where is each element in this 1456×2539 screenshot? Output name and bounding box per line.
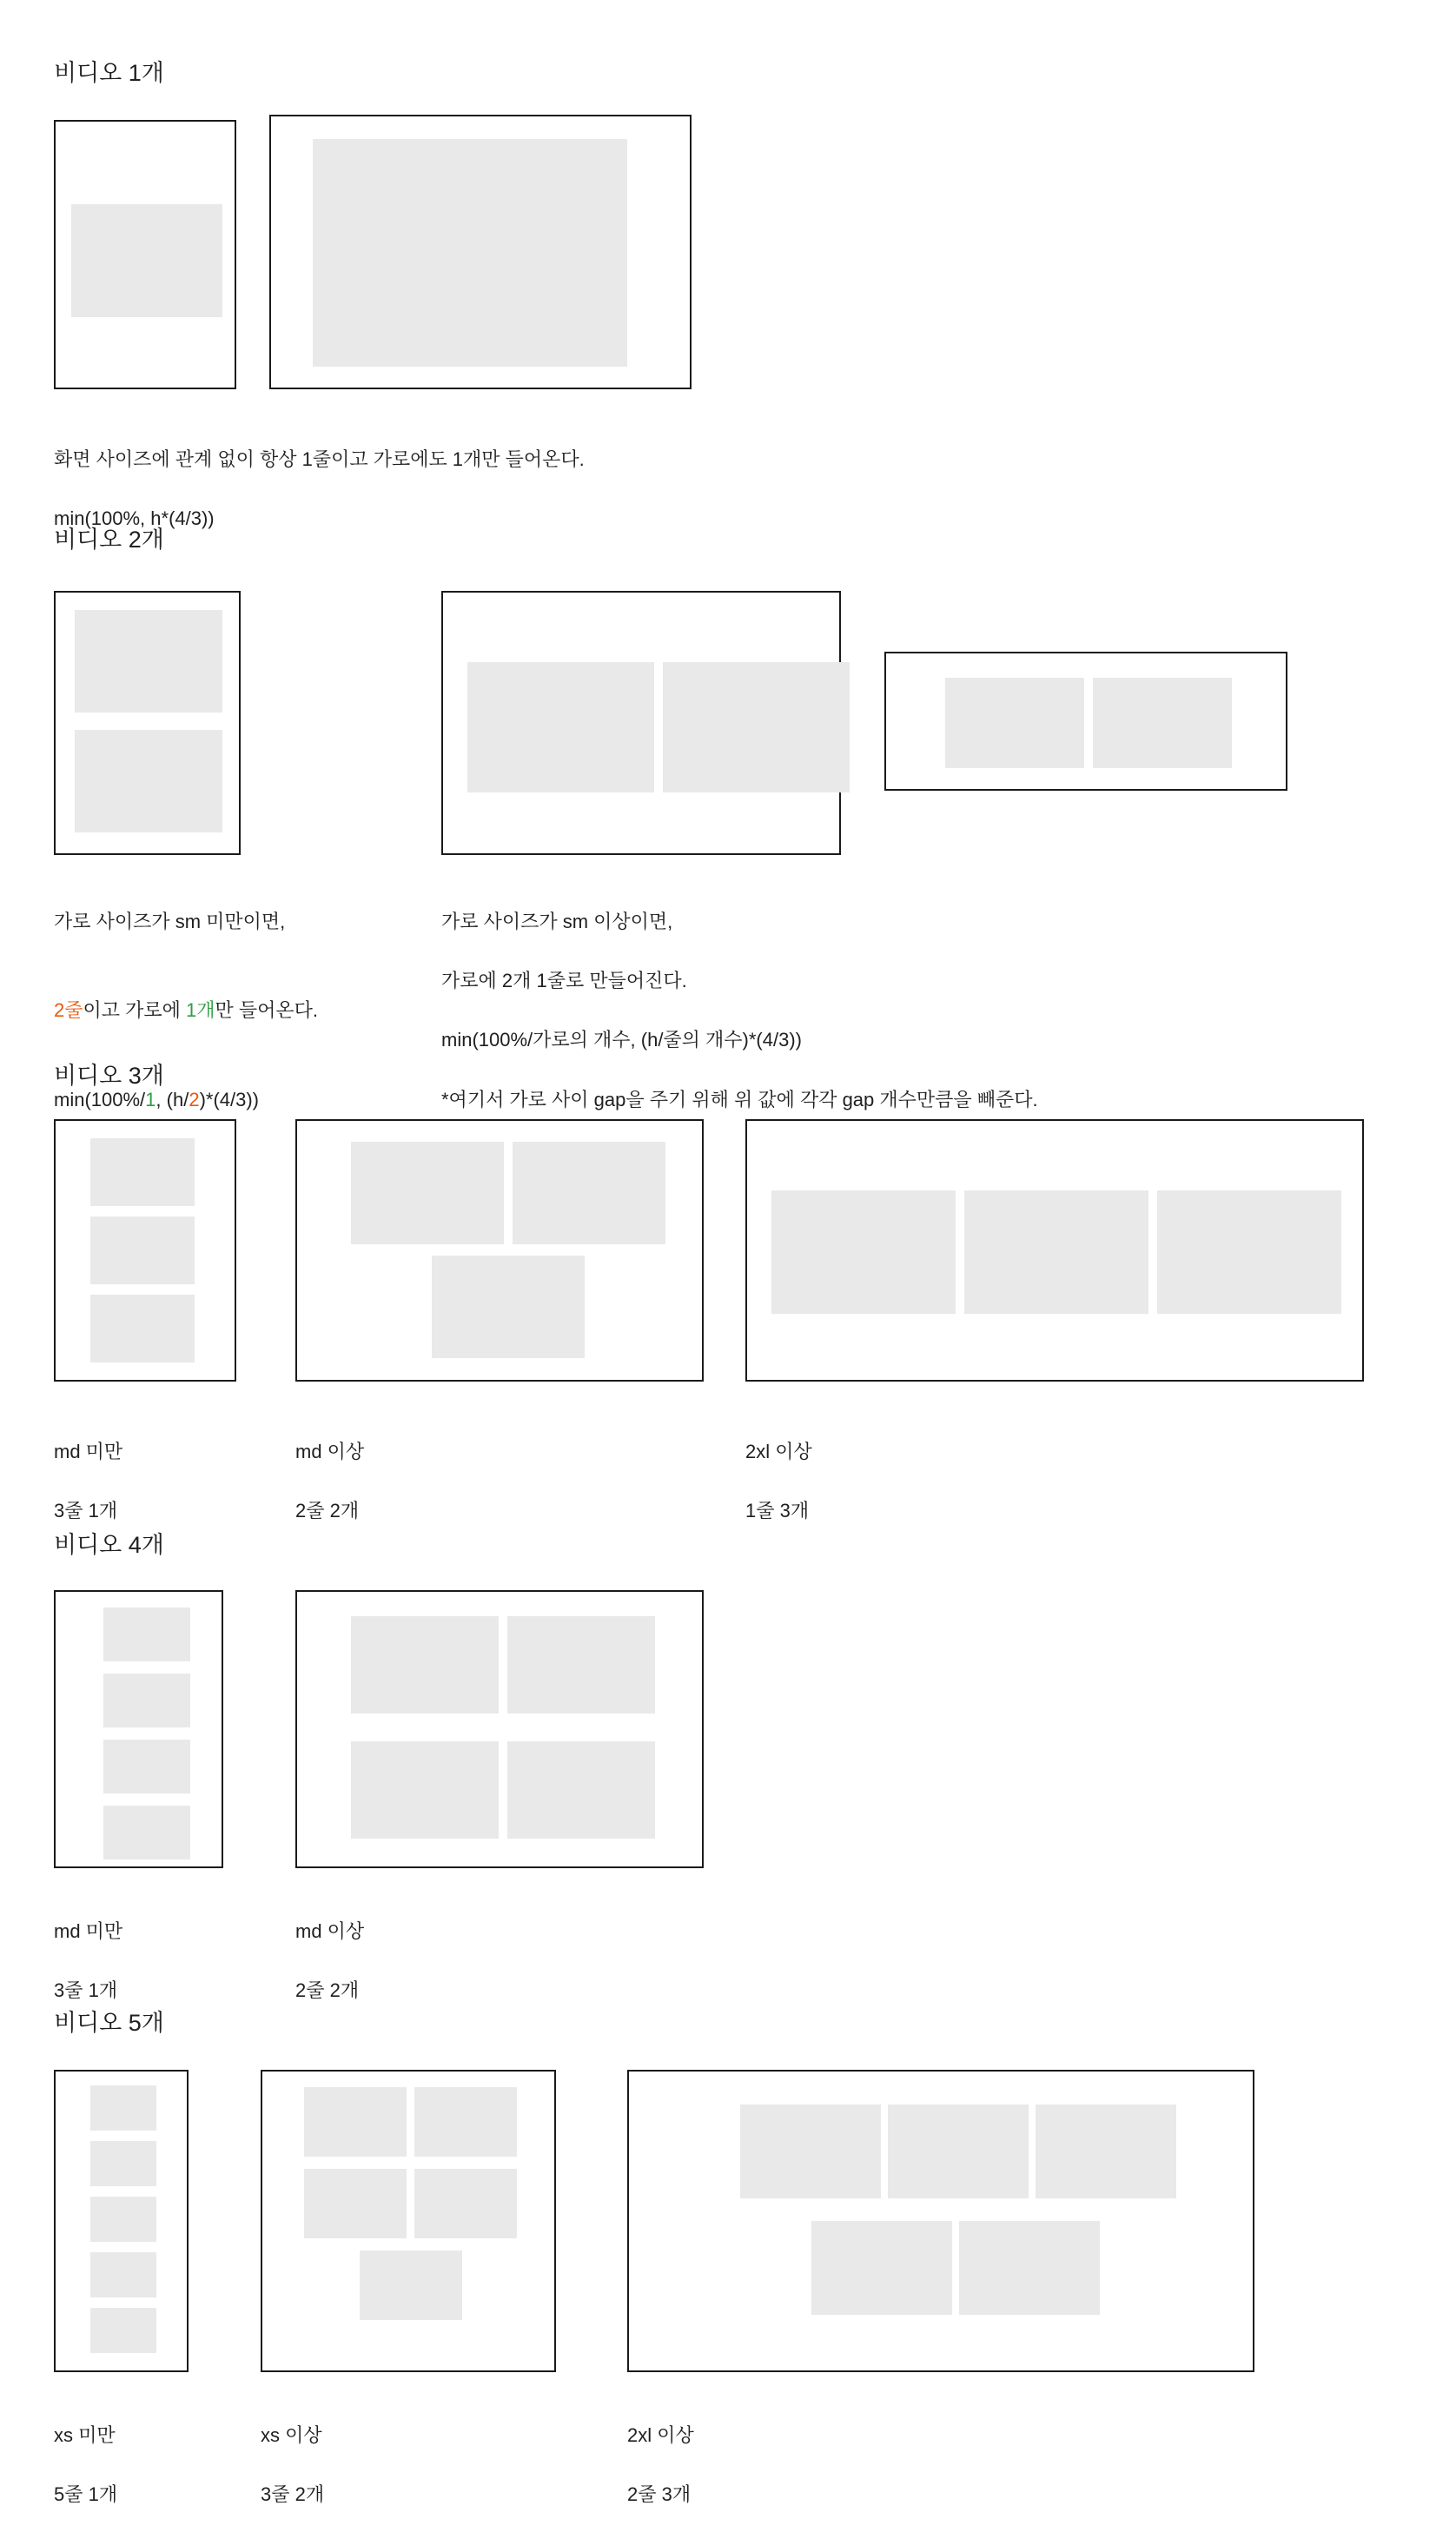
- video-tile: [75, 610, 222, 713]
- caption-line: 2줄 2개: [295, 1979, 360, 2002]
- caption-video-4-mid: [295, 1887, 364, 2035]
- frame-2-short: [884, 652, 1287, 791]
- section-heading-video-4: 비디오 4개: [54, 1532, 164, 1558]
- caption-emphasis-cols: 1개: [186, 999, 215, 1022]
- caption-line: [54, 966, 419, 1025]
- frame-2-narrow: [54, 591, 241, 855]
- frame-1-narrow: [54, 120, 236, 389]
- video-tile: [467, 662, 654, 792]
- caption-emphasis-rows: 2: [189, 1088, 200, 1110]
- caption-line: 화면 사이즈에 관계 없이 항상 1줄이고 가로에도 1개만 들어온다.: [54, 448, 585, 471]
- video-tile: [351, 1741, 499, 1839]
- section-heading-video-2: 비디오 2개: [54, 527, 164, 553]
- section-heading-video-3: 비디오 3개: [54, 1063, 164, 1089]
- caption-line: 가로 사이즈가 sm 이상이면,: [441, 911, 673, 933]
- caption-line: 3줄 1개: [54, 1979, 118, 2002]
- frame-5-mid: [261, 2070, 556, 2372]
- video-tile: [414, 2087, 517, 2157]
- caption-video-1: [54, 415, 836, 563]
- caption-line: 2xl 이상: [627, 2424, 694, 2447]
- frame-5-wide: [627, 2070, 1254, 2372]
- frame-3-narrow: [54, 1119, 236, 1382]
- caption-line: min(100%, h*(4/3)): [54, 507, 215, 530]
- video-tile: [663, 662, 850, 792]
- video-tile: [103, 1674, 190, 1727]
- video-tile: [304, 2169, 407, 2238]
- video-tile: [90, 1216, 195, 1284]
- caption-emphasis-rows: 2줄: [54, 999, 83, 1022]
- caption-text: )*(4/3)): [199, 1088, 260, 1110]
- frame-2-wide: [441, 591, 841, 855]
- caption-line: md 미만: [54, 1920, 123, 1943]
- caption-text: min(100%/: [54, 1088, 146, 1110]
- video-tile: [351, 1142, 504, 1244]
- caption-line: 2줄 2개: [295, 1500, 360, 1522]
- video-tile: [1036, 2105, 1176, 2198]
- frame-5-narrow: [54, 2070, 189, 2372]
- video-tile: [90, 1138, 195, 1206]
- video-tile: [71, 204, 222, 317]
- video-tile: [90, 2141, 156, 2186]
- section-heading-video-1: 비디오 1개: [54, 60, 164, 86]
- caption-line: md 이상: [295, 1441, 365, 1463]
- video-tile: [351, 1616, 499, 1714]
- frame-4-mid: [295, 1590, 704, 1868]
- video-tile: [513, 1142, 665, 1244]
- video-tile: [771, 1190, 956, 1314]
- video-tile: [414, 2169, 517, 2238]
- caption-line: min(100%/가로의 개수, (h/줄의 개수)*(4/3)): [441, 1029, 802, 1051]
- caption-video-3-wide: [745, 1408, 812, 1555]
- caption-line: 3줄 2개: [261, 2483, 325, 2506]
- frame-3-wide: [745, 1119, 1364, 1382]
- caption-video-2-wide: [441, 878, 1353, 1144]
- video-tile: [964, 1190, 1148, 1314]
- video-tile: [360, 2251, 462, 2320]
- caption-line: 가로에 2개 1줄로 만들어진다.: [441, 970, 687, 992]
- video-tile: [432, 1256, 585, 1358]
- caption-video-3-mid: [295, 1408, 364, 1555]
- caption-video-5-wide: [627, 2391, 694, 2539]
- video-tile: [959, 2221, 1100, 2315]
- frame-4-narrow: [54, 1590, 223, 1868]
- video-tile: [1157, 1190, 1341, 1314]
- video-tile: [90, 2197, 156, 2242]
- video-tile: [945, 678, 1084, 768]
- caption-text: , (h/: [156, 1088, 189, 1110]
- caption-line: 2xl 이상: [745, 1441, 812, 1463]
- video-tile: [90, 1295, 195, 1362]
- video-tile: [507, 1616, 655, 1714]
- caption-line: 가로 사이즈가 sm 미만이면,: [54, 911, 286, 933]
- video-tile: [304, 2087, 407, 2157]
- video-tile: [1093, 678, 1232, 768]
- video-tile: [740, 2105, 881, 2198]
- caption-video-2-narrow: [54, 878, 419, 1144]
- caption-line: xs 미만: [54, 2424, 116, 2447]
- video-tile: [507, 1741, 655, 1839]
- caption-emphasis-cols: 1: [145, 1088, 156, 1110]
- caption-line: 2줄 3개: [627, 2483, 692, 2506]
- caption-line: md 이상: [295, 1920, 365, 1943]
- caption-line: 1줄 3개: [745, 1500, 810, 1522]
- video-tile: [103, 1740, 190, 1793]
- caption-text: 만 들어온다.: [215, 999, 318, 1022]
- video-tile: [90, 2252, 156, 2297]
- caption-line: 3줄 1개: [54, 1500, 118, 1522]
- caption-video-5-mid: [261, 2391, 324, 2539]
- frame-1-wide: [269, 115, 692, 389]
- video-tile: [90, 2308, 156, 2353]
- caption-text: 이고 가로에: [83, 999, 186, 1022]
- video-tile: [811, 2221, 952, 2315]
- caption-line: 5줄 1개: [54, 2483, 118, 2506]
- caption-line: *여기서 가로 사이 gap을 주기 위해 위 값에 각각 gap 개수만큼을 빼준다.: [441, 1088, 1038, 1110]
- video-tile: [313, 139, 627, 367]
- frame-3-mid: [295, 1119, 704, 1382]
- video-tile: [90, 2085, 156, 2131]
- video-tile: [888, 2105, 1029, 2198]
- caption-line: md 미만: [54, 1441, 123, 1463]
- video-tile: [103, 1806, 190, 1860]
- video-tile: [75, 730, 222, 832]
- section-heading-video-5: 비디오 5개: [54, 2010, 164, 2036]
- caption-video-5-narrow: [54, 2391, 117, 2539]
- caption-line: xs 이상: [261, 2424, 322, 2447]
- video-tile: [103, 1608, 190, 1661]
